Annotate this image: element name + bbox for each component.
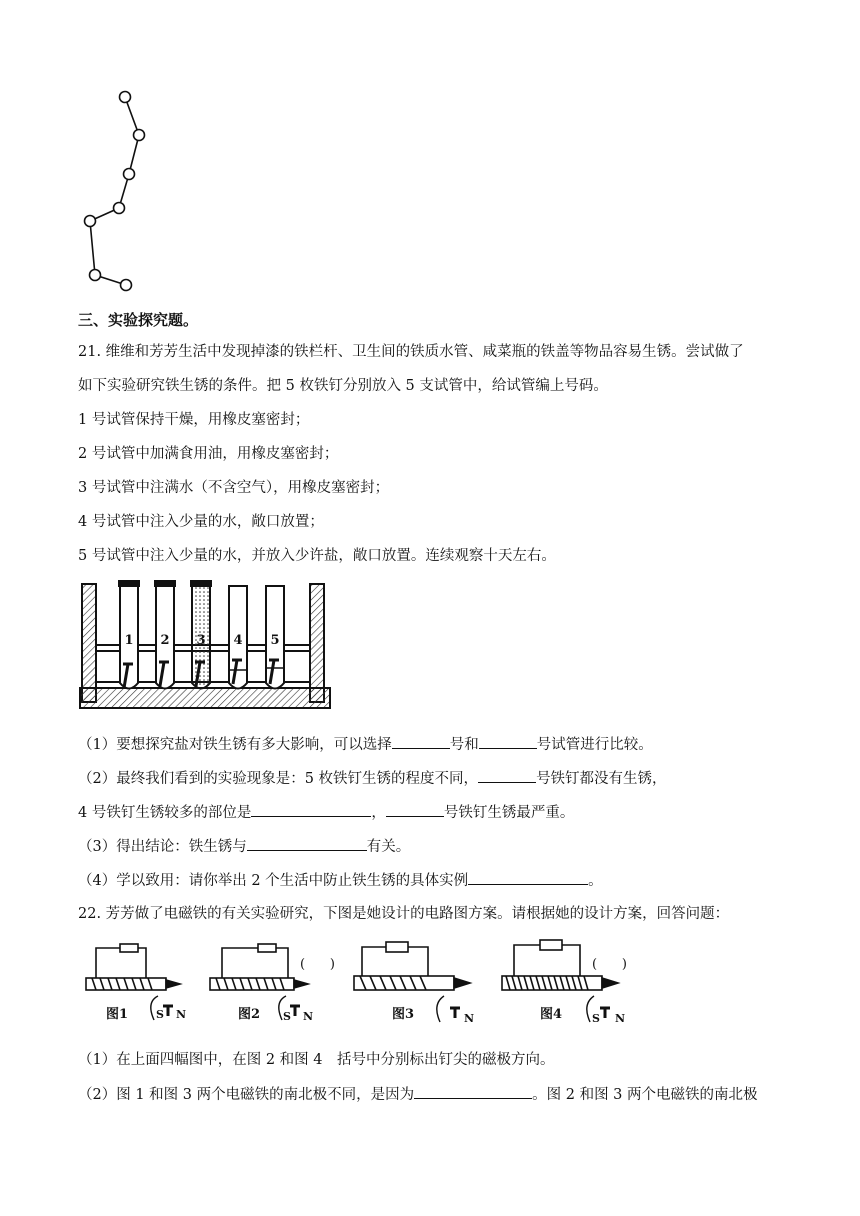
section-title: 三、实验探究题。 xyxy=(78,311,199,329)
answer-blank[interactable] xyxy=(479,734,537,749)
q21-sub3: （3）得出结论：铁生锈与 有关。 xyxy=(78,836,410,857)
fig1-s-label: S xyxy=(156,1008,164,1021)
q21-intro-line2: 如下实验研究铁生锈的条件。把 5 枚铁钉分别放入 5 支试管中，给试管编上号码。 xyxy=(78,378,608,394)
answer-blank[interactable] xyxy=(468,870,588,885)
fig2-bracket: ( ) xyxy=(300,957,335,972)
tube-label-3: 3 xyxy=(196,633,206,648)
electromagnet-figures xyxy=(78,934,638,1030)
rack-post-right xyxy=(310,584,324,702)
answer-blank[interactable] xyxy=(414,1084,532,1099)
chain-dot xyxy=(85,216,96,227)
q21-sub1: （1）要想探究盐对铁生锈有多大影响，可以选择 号和 号试管进行比较。 xyxy=(78,734,653,755)
q21-tube1-text: 1 号试管保持干燥，用橡皮塞密封； xyxy=(78,412,310,428)
q21-tube2-text: 2 号试管中加满食用油，用橡皮塞密封； xyxy=(78,446,339,462)
fig2-n-label: N xyxy=(303,1010,314,1023)
tube-label-4: 4 xyxy=(233,633,243,648)
stopper-3 xyxy=(190,580,212,587)
answer-blank[interactable] xyxy=(386,802,444,817)
chain-dot xyxy=(120,92,131,103)
chain-dot xyxy=(134,130,145,141)
chain-dot xyxy=(121,280,132,291)
answer-blank[interactable] xyxy=(251,802,371,817)
fig3-label: 图3 xyxy=(392,1007,415,1022)
q22-sub1: （1）在上面四幅图中，在图 2 和图 4 括号中分别标出钉尖的磁极方向。 xyxy=(78,1052,555,1068)
rack-base xyxy=(80,688,330,708)
q22-sub2: （2）图 1 和图 3 两个电磁铁的南北极不同，是因为 。图 2 和图 3 两个电磁铁的南北极 xyxy=(78,1084,758,1105)
q21-tube3-text: 3 号试管中注满水（不含空气），用橡皮塞密封； xyxy=(78,480,390,496)
electromagnet-fig1 xyxy=(86,944,180,1020)
fig4-label: 图4 xyxy=(540,1007,563,1022)
fig4-bracket: ( ) xyxy=(592,957,627,972)
tube-label-5: 5 xyxy=(270,633,280,648)
answer-blank[interactable] xyxy=(392,734,450,749)
stopper-2 xyxy=(154,580,176,587)
test-tube-rack-figure xyxy=(78,578,334,712)
q21-tube4-text: 4 号试管中注入少量的水，敞口放置； xyxy=(78,514,324,530)
dot-chain-diagram xyxy=(78,85,148,295)
chain-dot xyxy=(90,270,101,281)
tube-label-2: 2 xyxy=(160,633,170,648)
chain-dot xyxy=(114,203,125,214)
q21-intro-line1: 21. 维维和芳芳生活中发现掉漆的铁栏杆、卫生间的铁质水管、咸菜瓶的铁盖等物品容易生锈。尝试做了 xyxy=(78,344,744,360)
answer-blank[interactable] xyxy=(478,768,536,783)
q22-intro: 22. 芳芳做了电磁铁的有关实验研究，下图是她设计的电路图方案。请根据她的设计方案，回答问题： xyxy=(78,906,730,922)
chain-dot xyxy=(124,169,135,180)
q21-tube5-text: 5 号试管中注入少量的水，并放入少许盐，敞口放置。连续观察十天左右。 xyxy=(78,548,556,564)
fig1-label: 图1 xyxy=(106,1007,129,1022)
fig2-label: 图2 xyxy=(238,1007,261,1022)
q21-sub2-line1: （2）最终我们看到的实验现象是：5 枚铁钉生锈的程度不同， 号铁钉都没有生锈， xyxy=(78,768,667,789)
q21-sub2-line2: 4 号铁钉生锈较多的部位是 ， 号铁钉生锈最严重。 xyxy=(78,802,574,823)
stopper-1 xyxy=(118,580,140,587)
q21-sub4: （4）学以致用：请你举出 2 个生活中防止铁生锈的具体实例 。 xyxy=(78,870,603,891)
rack-post-left xyxy=(82,584,96,702)
fig2-s-label: S xyxy=(283,1010,291,1023)
fig4-n-label: N xyxy=(615,1012,626,1025)
fig4-s-label: S xyxy=(592,1012,600,1025)
fig1-n-label: N xyxy=(176,1008,187,1021)
tube-label-1: 1 xyxy=(124,633,134,648)
fig3-n-label: N xyxy=(464,1012,475,1025)
answer-blank[interactable] xyxy=(247,836,367,851)
